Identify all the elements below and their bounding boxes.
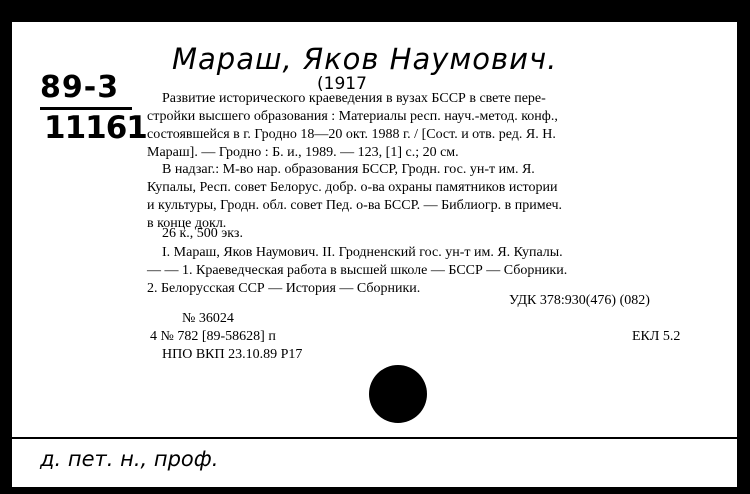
note-line: Купалы, Респ. совет Белорус. добр. о-ва охраны памятников истории [147, 180, 558, 195]
shelf-mark: 89-3 [40, 70, 120, 105]
ekl-code: ЕКЛ 5.2 [632, 329, 681, 344]
udc-code: УДК 378:930(476) (082) [509, 293, 650, 308]
registration-number: № 36024 [182, 311, 234, 326]
subject-line: I. Мараш, Яков Наумович. II. Гродненский гос. ун-т им. Я. Купалы. [162, 245, 563, 260]
catalog-card [12, 22, 737, 487]
notes-block [132, 161, 562, 233]
title-line: состоявшейся в г. Гродно 18—20 окт. 1988 г. / [Сост. и отв. ред. Я. Н. [147, 127, 556, 142]
birth-year-handwritten: (1917 [317, 74, 367, 94]
printer-line: НПО ВКП 23.10.89 Р17 [162, 347, 303, 362]
title-line: стройки высшего образования : Материалы респ. науч.-метод. конф., [147, 109, 558, 124]
title-line: Развитие исторического краеведения в вузах БССР в свете пере- [162, 91, 546, 106]
note-line: В надзаг.: М-во нар. образования БССР, Гродн. гос. ун-т им. Я. [162, 162, 535, 177]
copies-count: 26 к., 500 экз. [162, 226, 243, 241]
order-code: 4 № 782 [89-58628] п [150, 329, 276, 344]
bottom-divider [12, 437, 737, 439]
subject-line: 2. Белорусская ССР — История — Сборники. [147, 281, 421, 296]
author-handwritten: Мараш, Яков Наумович. [172, 42, 558, 76]
bottom-handwritten-note: д. пет. н., проф. [40, 447, 219, 471]
title-block [132, 90, 558, 162]
subjects-block [132, 244, 567, 298]
subject-line: — — 1. Краеведческая работа в высшей школе — БССР — Сборники. [147, 263, 568, 278]
inventory-number: 11161 [44, 110, 147, 146]
card-punch-hole [369, 365, 427, 423]
title-line: Мараш]. — Гродно : Б. и., 1989. — 123, [1] с.; 20 см. [147, 145, 459, 160]
note-line: и культуры, Гродн. обл. совет Пед. о-ва БССР. — Библиогр. в примеч. [147, 198, 563, 213]
note-line: в конце докл. [147, 216, 227, 231]
